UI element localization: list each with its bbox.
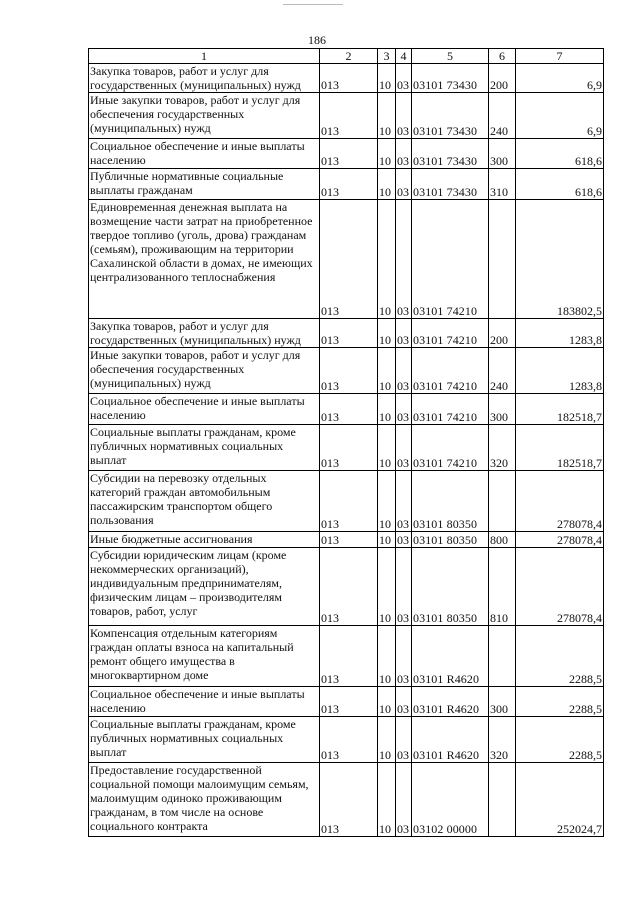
target-code-cell: 03101 73430 (412, 64, 489, 93)
section-code-cell: 10 (378, 200, 396, 319)
section-code-cell: 10 (378, 348, 396, 394)
amount-cell: 2288,5 (516, 687, 604, 717)
row-name-cell: Публичные нормативные социальные выплаты гражданам (89, 169, 320, 200)
subsection-code-cell: 03 (396, 64, 412, 93)
top-rule (283, 4, 343, 5)
target-code-cell: 03101 73430 (412, 169, 489, 200)
expense-type-cell: 240 (489, 93, 516, 139)
header-cell-5: 5 (412, 49, 489, 64)
target-code-cell: 03101 73430 (412, 139, 489, 169)
subsection-code-cell: 03 (396, 200, 412, 319)
table-row (89, 93, 604, 139)
expense-type-cell (489, 471, 516, 532)
admin-code-cell: 013 (320, 548, 378, 626)
admin-code-cell: 013 (320, 425, 378, 471)
subsection-code-cell: 03 (396, 471, 412, 532)
amount-cell: 2288,5 (516, 717, 604, 763)
amount-cell: 278078,4 (516, 532, 604, 548)
subsection-code-cell: 03 (396, 687, 412, 717)
admin-code-cell: 013 (320, 394, 378, 425)
row-name-cell: Социальные выплаты гражданам, кроме публичных нормативных социальных выплат (89, 425, 320, 471)
row-name-cell: Социальное обеспечение и иные выплаты населению (89, 139, 320, 169)
subsection-code-cell: 03 (396, 548, 412, 626)
table-row (89, 471, 604, 532)
target-code-cell: 03101 R4620 (412, 626, 489, 687)
table-body (89, 49, 604, 837)
target-code-cell: 03101 74210 (412, 319, 489, 348)
table-row (89, 717, 604, 763)
section-code-cell: 10 (378, 532, 396, 548)
table-row (89, 626, 604, 687)
expense-type-cell: 240 (489, 348, 516, 394)
subsection-code-cell: 03 (396, 425, 412, 471)
row-name-cell: Социальные выплаты гражданам, кроме публичных нормативных социальных выплат (89, 717, 320, 763)
row-name-cell: Закупка товаров, работ и услуг для государственных (муниципальных) нужд (89, 319, 320, 348)
amount-cell: 1283,8 (516, 319, 604, 348)
expense-type-cell (489, 763, 516, 837)
row-name-cell: Компенсация отдельным категориям граждан оплаты взноса на капитальный ремонт общего имущества в многоквартирном доме (89, 626, 320, 687)
expense-type-cell: 320 (489, 717, 516, 763)
table-row (89, 319, 604, 348)
target-code-cell: 03101 74210 (412, 425, 489, 471)
expense-type-cell: 800 (489, 532, 516, 548)
header-cell-1: 1 (89, 49, 320, 64)
target-code-cell: 03101 74210 (412, 348, 489, 394)
amount-cell: 278078,4 (516, 548, 604, 626)
table-row (89, 348, 604, 394)
expense-type-cell: 300 (489, 139, 516, 169)
table-row (89, 64, 604, 93)
section-code-cell: 10 (378, 169, 396, 200)
admin-code-cell: 013 (320, 93, 378, 139)
table-row (89, 425, 604, 471)
amount-cell: 618,6 (516, 139, 604, 169)
table-row (89, 139, 604, 169)
header-cell-6: 6 (489, 49, 516, 64)
section-code-cell: 10 (378, 394, 396, 425)
target-code-cell: 03101 80350 (412, 471, 489, 532)
amount-cell: 183802,5 (516, 200, 604, 319)
target-code-cell: 03101 74210 (412, 200, 489, 319)
row-name-cell: Субсидии на перевозку отдельных категорий граждан автомобильным пассажирским транспортом общего пользования (89, 471, 320, 532)
amount-cell: 182518,7 (516, 425, 604, 471)
budget-table (88, 48, 604, 837)
amount-cell: 2288,5 (516, 626, 604, 687)
header-cell-4: 4 (396, 49, 412, 64)
row-name-cell: Единовременная денежная выплата на возмещение части затрат на приобретенное твердое топливо (уголь, дрова) гражданам (семьям), проживающим на территории Сахалинской области в домах, не имеющих централизованного теплоснабжения (89, 200, 320, 319)
admin-code-cell: 013 (320, 763, 378, 837)
section-code-cell: 10 (378, 425, 396, 471)
target-code-cell: 03101 73430 (412, 93, 489, 139)
target-code-cell: 03101 80350 (412, 532, 489, 548)
expense-type-cell: 300 (489, 687, 516, 717)
row-name-cell: Социальное обеспечение и иные выплаты населению (89, 394, 320, 425)
admin-code-cell: 013 (320, 64, 378, 93)
subsection-code-cell: 03 (396, 348, 412, 394)
header-row (89, 49, 604, 64)
admin-code-cell: 013 (320, 139, 378, 169)
admin-code-cell: 013 (320, 348, 378, 394)
amount-cell: 618,6 (516, 169, 604, 200)
row-name-cell: Социальное обеспечение и иные выплаты населению (89, 687, 320, 717)
admin-code-cell: 013 (320, 319, 378, 348)
expense-type-cell: 310 (489, 169, 516, 200)
section-code-cell: 10 (378, 64, 396, 93)
table-row (89, 200, 604, 319)
table-row (89, 763, 604, 837)
header-cell-2: 2 (320, 49, 378, 64)
subsection-code-cell: 03 (396, 532, 412, 548)
admin-code-cell: 013 (320, 169, 378, 200)
table-row (89, 394, 604, 425)
amount-cell: 6,9 (516, 64, 604, 93)
expense-type-cell: 200 (489, 64, 516, 93)
target-code-cell: 03101 74210 (412, 394, 489, 425)
table-row (89, 532, 604, 548)
admin-code-cell: 013 (320, 687, 378, 717)
expense-type-cell: 200 (489, 319, 516, 348)
admin-code-cell: 013 (320, 626, 378, 687)
section-code-cell: 10 (378, 626, 396, 687)
admin-code-cell: 013 (320, 471, 378, 532)
amount-cell: 1283,8 (516, 348, 604, 394)
table-row (89, 548, 604, 626)
target-code-cell: 03101 R4620 (412, 717, 489, 763)
amount-cell: 182518,7 (516, 394, 604, 425)
subsection-code-cell: 03 (396, 717, 412, 763)
expense-type-cell: 300 (489, 394, 516, 425)
admin-code-cell: 013 (320, 532, 378, 548)
amount-cell: 278078,4 (516, 471, 604, 532)
section-code-cell: 10 (378, 687, 396, 717)
row-name-cell: Предоставление государственной социальной помощи малоимущим семьям, малоимущим одиноко проживающим гражданам, в том числе на основе социального контракта (89, 763, 320, 837)
row-name-cell: Иные закупки товаров, работ и услуг для обеспечения государственных (муниципальных) нужд (89, 93, 320, 139)
page-number: 186 (308, 33, 326, 47)
row-name-cell: Субсидии юридическим лицам (кроме некоммерческих организаций), индивидуальным предпринимателям, физическим лицам – производителям товаров, работ, услуг (89, 548, 320, 626)
target-code-cell: 03102 00000 (412, 763, 489, 837)
subsection-code-cell: 03 (396, 763, 412, 837)
amount-cell: 6,9 (516, 93, 604, 139)
table-row (89, 169, 604, 200)
section-code-cell: 10 (378, 763, 396, 837)
section-code-cell: 10 (378, 717, 396, 763)
row-name-cell: Иные бюджетные ассигнования (89, 532, 320, 548)
header-cell-3: 3 (378, 49, 396, 64)
subsection-code-cell: 03 (396, 139, 412, 169)
subsection-code-cell: 03 (396, 169, 412, 200)
target-code-cell: 03101 80350 (412, 548, 489, 626)
section-code-cell: 10 (378, 319, 396, 348)
admin-code-cell: 013 (320, 717, 378, 763)
subsection-code-cell: 03 (396, 319, 412, 348)
row-name-cell: Иные закупки товаров, работ и услуг для обеспечения государственных (муниципальных) нужд (89, 348, 320, 394)
section-code-cell: 10 (378, 93, 396, 139)
section-code-cell: 10 (378, 471, 396, 532)
subsection-code-cell: 03 (396, 93, 412, 139)
target-code-cell: 03101 R4620 (412, 687, 489, 717)
table-row (89, 687, 604, 717)
expense-type-cell: 810 (489, 548, 516, 626)
expense-type-cell (489, 200, 516, 319)
subsection-code-cell: 03 (396, 626, 412, 687)
row-name-cell: Закупка товаров, работ и услуг для государственных (муниципальных) нужд (89, 64, 320, 93)
amount-cell: 252024,7 (516, 763, 604, 837)
section-code-cell: 10 (378, 548, 396, 626)
expense-type-cell (489, 626, 516, 687)
expense-type-cell: 320 (489, 425, 516, 471)
section-code-cell: 10 (378, 139, 396, 169)
header-cell-7: 7 (516, 49, 604, 64)
admin-code-cell: 013 (320, 200, 378, 319)
subsection-code-cell: 03 (396, 394, 412, 425)
